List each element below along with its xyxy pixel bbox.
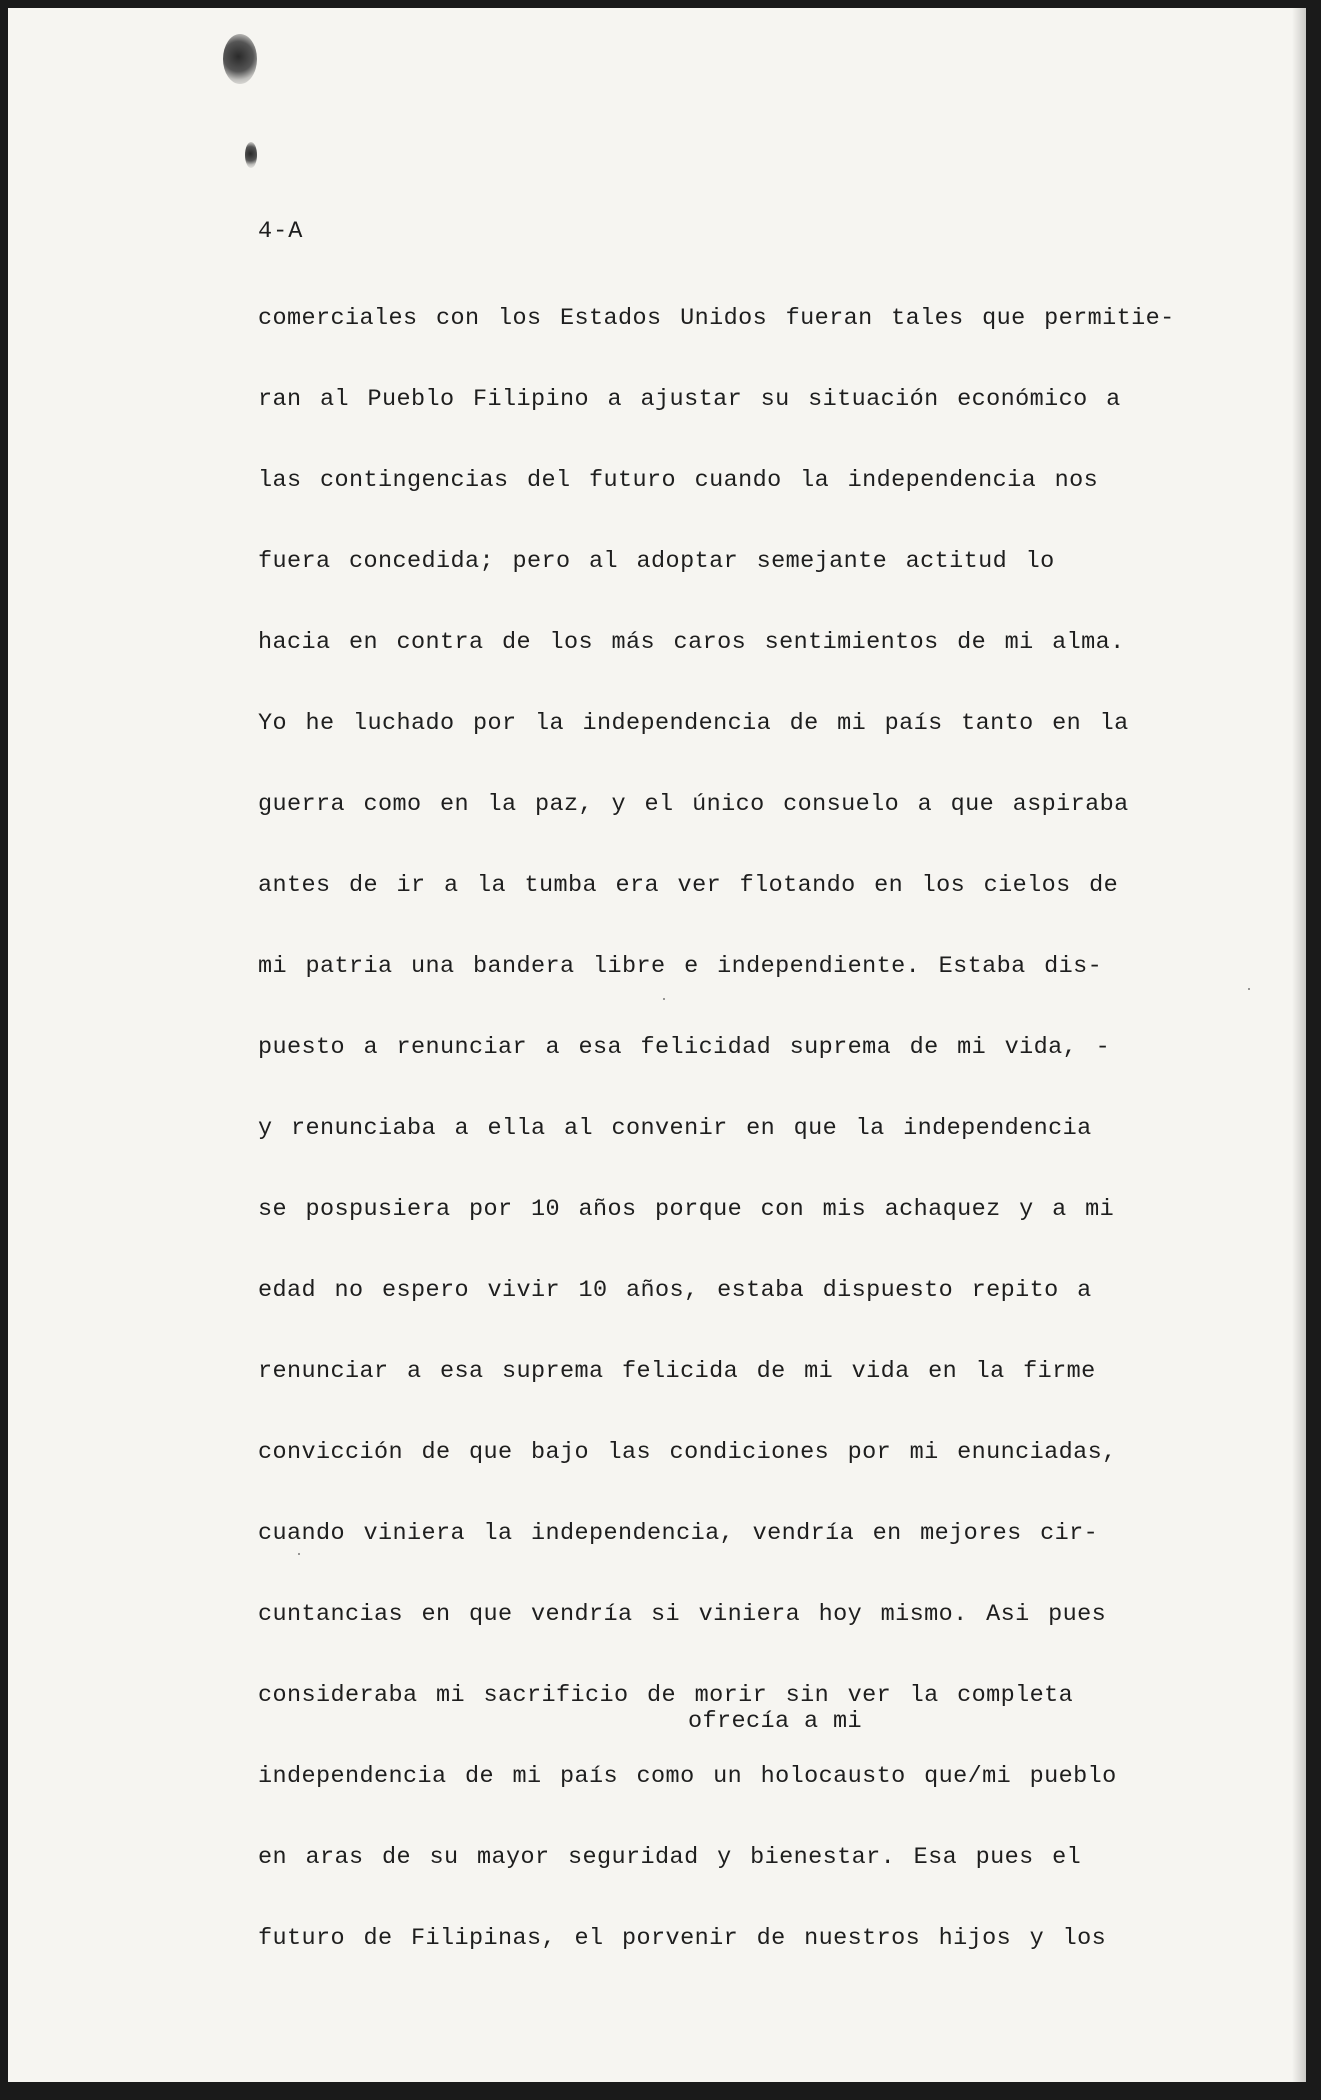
ink-blot	[245, 142, 257, 168]
interlinear-insertion: ofrecía a mi	[688, 1708, 863, 1735]
text-line: antes de ir a la tumba era ver flotando en los cielos de	[258, 872, 1119, 899]
page-edge-shadow	[1292, 8, 1306, 2082]
text-line: comerciales con los Estados Unidos fueran tales que permitie-	[258, 305, 1175, 332]
page-number: 4-A	[258, 218, 304, 245]
text-line: edad no espero vivir 10 años, estaba dispuesto repito a	[258, 1277, 1092, 1304]
text-line: fuera concedida; pero al adoptar semejante actitud lo	[258, 548, 1055, 575]
text-line: cuando viniera la independencia, vendría en mejores cir-	[258, 1520, 1099, 1547]
paper-speck	[663, 998, 665, 1000]
text-line: puesto a renunciar a esa felicidad suprema de mi vida, -	[258, 1034, 1111, 1061]
paper-speck	[1248, 988, 1250, 990]
text-line: Yo he luchado por la independencia de mi país tanto en la	[258, 710, 1129, 737]
text-line: en aras de su mayor seguridad y bienestar. Esa pues el	[258, 1844, 1082, 1871]
document-page	[8, 8, 1306, 2082]
text-line: independencia de mi país como un holocausto que/mi pueblo	[258, 1763, 1117, 1790]
text-line: y renunciaba a ella al convenir en que la independencia	[258, 1115, 1092, 1142]
text-line: renunciar a esa suprema felicida de mi vida en la firme	[258, 1358, 1096, 1385]
text-line: mi patria una bandera libre e independiente. Estaba dis-	[258, 953, 1103, 980]
text-line: ran al Pueblo Filipino a ajustar su situación económico a	[258, 386, 1121, 413]
text-line: se pospusiera por 10 años porque con mis achaquez y a mi	[258, 1196, 1115, 1223]
paper-speck	[298, 1553, 300, 1555]
text-line: consideraba mi sacrificio de morir sin ver la completa	[258, 1682, 1074, 1709]
text-line: futuro de Filipinas, el porvenir de nuestros hijos y los	[258, 1925, 1107, 1952]
text-line: guerra como en la paz, y el único consuelo a que aspiraba	[258, 791, 1129, 818]
ink-blot	[223, 34, 257, 84]
text-line: hacia en contra de los más caros sentimientos de mi alma.	[258, 629, 1125, 656]
text-line: las contingencias del futuro cuando la independencia nos	[258, 467, 1099, 494]
text-line: cuntancias en que vendría si viniera hoy mismo. Asi pues	[258, 1601, 1107, 1628]
text-line: convicción de que bajo las condiciones por mi enunciadas,	[258, 1439, 1117, 1466]
